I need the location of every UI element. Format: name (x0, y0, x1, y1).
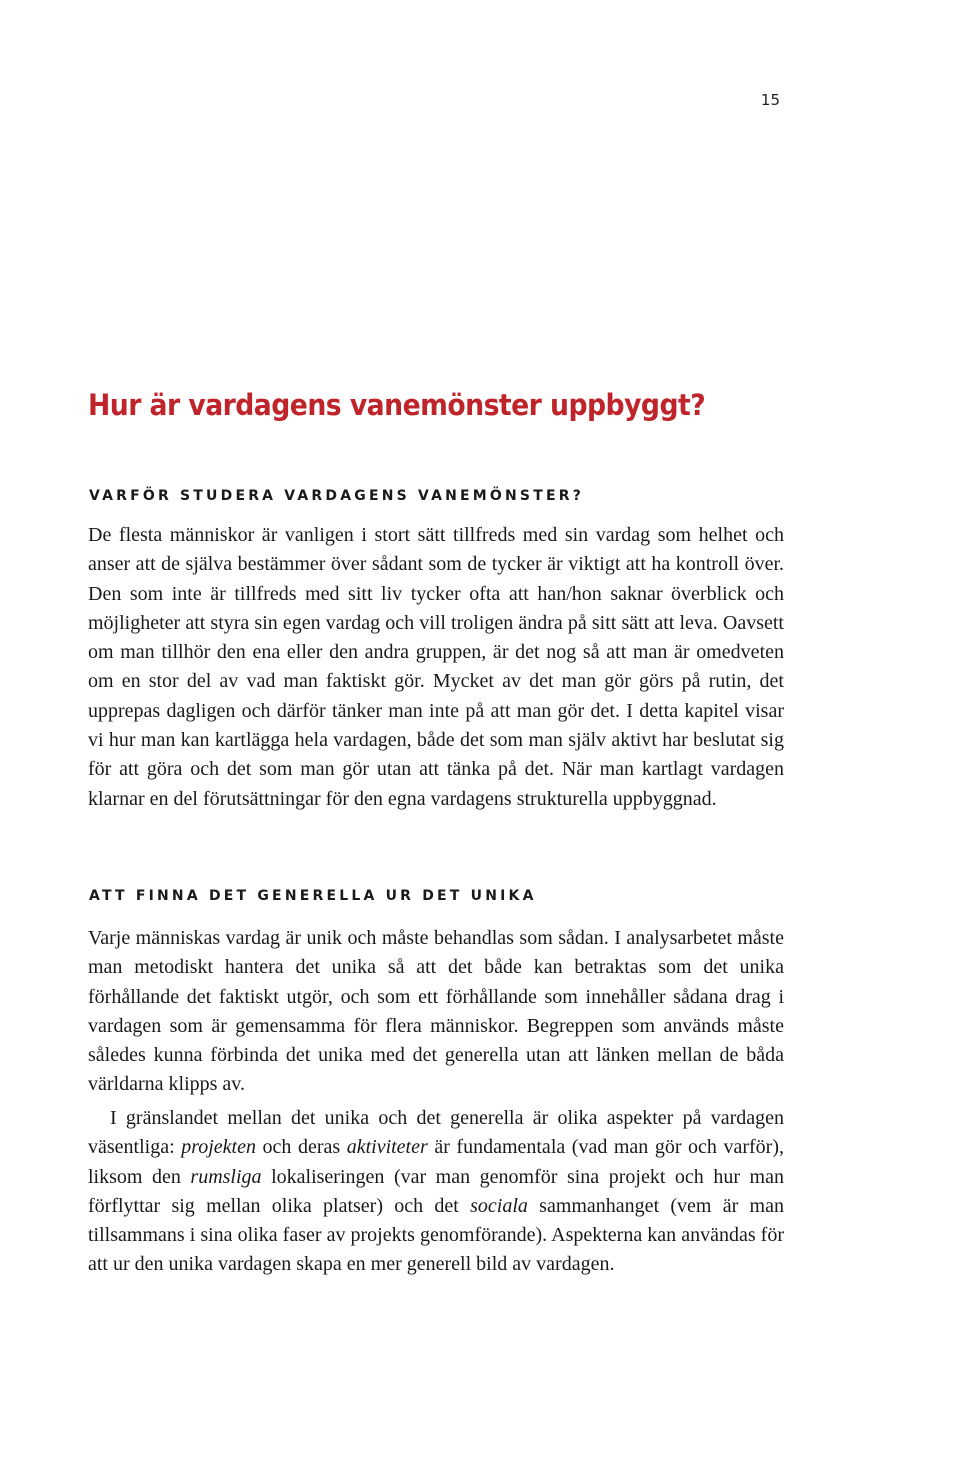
paragraph-text-segment: sammanhanget (vem är man tillsammans i sina olika faser av projekts genomförande). Aspekterna kan användas för att ur den unika vardagen skapa en mer generell bild av vardagen. (88, 1194, 784, 1276)
paragraph-text-segment: är fundamentala (vad man gör och varför), liksom den (88, 1136, 784, 1188)
body-paragraph: Varje människas vardag är unik och måste behandlas som sådan. I analysarbetet måste man metodiskt hantera det unika så att det både kan betraktas som det unika förhållande det faktiskt utgör, och som ett förhållande som innehåller sådana drag i vardagen som är gemensamma för flera människor. Begreppen som används måste således kunna förbinda det unika med det generella utan att länken mellan de båda världarna klipps av. (88, 927, 784, 1096)
page-number: 15 (760, 91, 780, 109)
body-paragraph (88, 1104, 784, 1280)
emphasized-term: aktiviteter (346, 1136, 428, 1159)
emphasized-term: sociala (470, 1194, 528, 1217)
paragraph-text-segment: I gränslandet mellan det unika och det generella är olika aspekter på vardagen väsentliga: (88, 1107, 784, 1159)
body-paragraph: De flesta människor är vanligen i stort sätt tillfreds med sin vardag som helhet och anser att de själva bestämmer över sådant som de tycker är viktigt att ha kontroll över. Den som inte är tillfreds med sitt liv tycker ofta att han/hon saknar överblick och möjligheter att styra sin egen vardag och vill troligen ändra på sitt sätt att leva. Oavsett om man tillhör den ena eller den andra gruppen, är det nog så att man är omedveten om en stor del av vad man faktiskt gör. Mycket av det man gör görs på rutin, det upprepas dagligen och därför tänker man inte på att man gör det. I detta kapitel visar vi hur man kan kartlägga hela vardagen, både det som man själv aktivt har beslutat sig för att göra och det som man gör utan att tänka på det. När man kartlagt vardagen klarnar en del förutsättningar för den egna vardagens strukturella uppbyggnad. (88, 524, 784, 810)
paragraph-text-segment: och deras (255, 1136, 347, 1159)
section-heading: VARFÖR STUDERA VARDAGENS VANEMÖNSTER? (89, 488, 585, 504)
emphasized-term: projekten (181, 1136, 256, 1159)
paragraph-text-segment: lokaliseringen (var man genomför sina projekt och hur man förflyttar sig mellan olika platser) och det (88, 1165, 784, 1217)
chapter-title: Hur är vardagens vanemönster uppbyggt? (88, 388, 706, 422)
emphasized-term: rumsliga (190, 1165, 262, 1188)
section-heading: ATT FINNA DET GENERELLA UR DET UNIKA (89, 888, 537, 904)
